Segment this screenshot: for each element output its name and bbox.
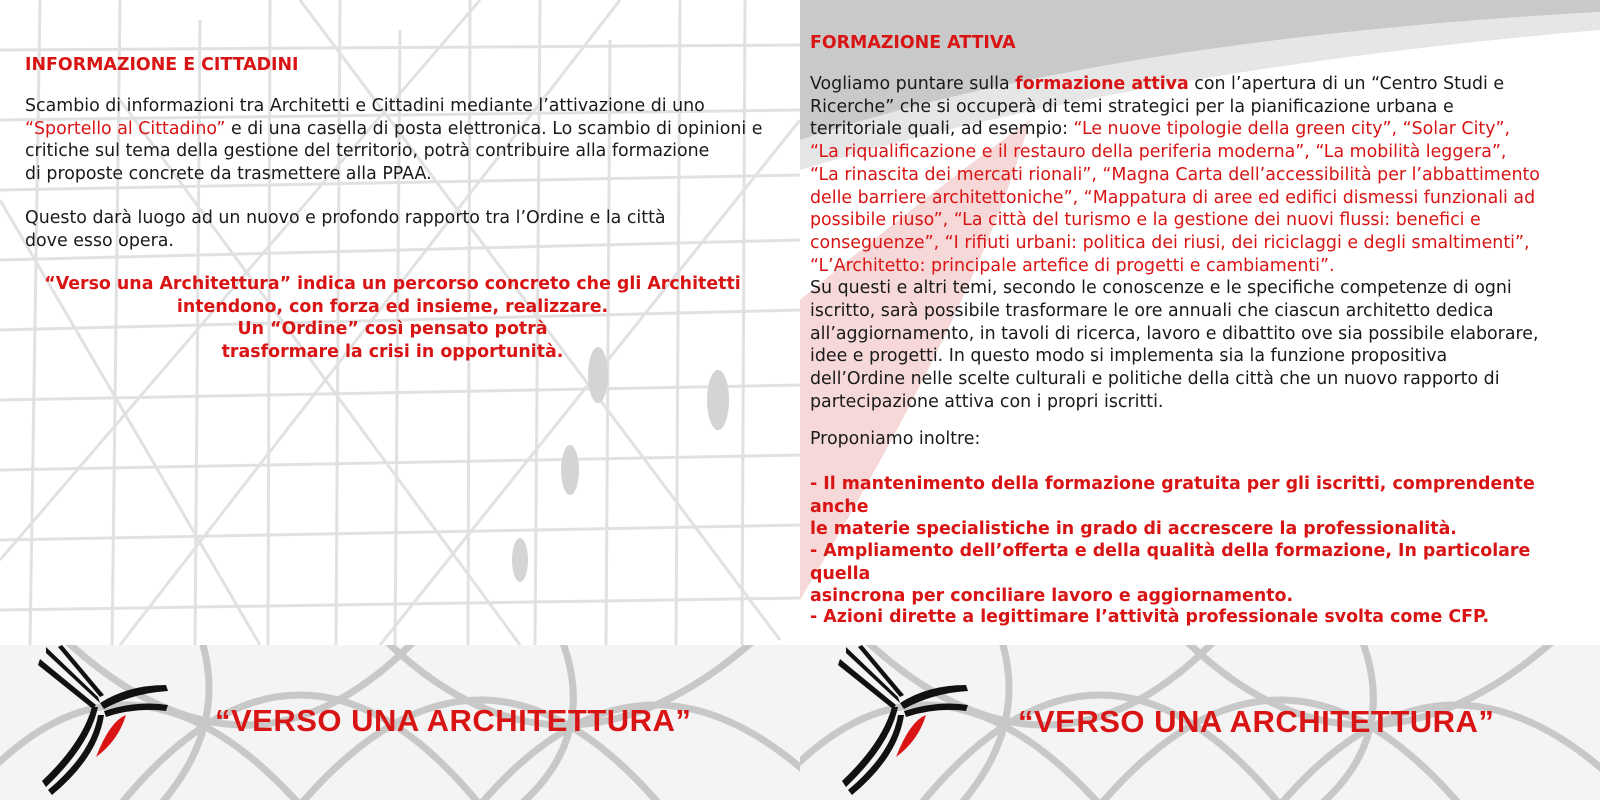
propose-label: Proponiamo inoltre: — [810, 429, 981, 449]
intro-line-3 — [810, 118, 1590, 141]
p1-line-1: Scambio di informazioni tra Architetti e Cittadini mediante l’attivazione di uno — [25, 96, 705, 116]
sportello-link: “Sportello al Cittadino” — [25, 118, 226, 139]
left-quote — [25, 273, 760, 364]
p1-line-4: di proposte concrete da trasmettere alla PPAA. — [25, 164, 432, 185]
tri-arm-logo-icon — [838, 645, 978, 800]
left-paragraph-2 — [25, 207, 785, 252]
intro-line-1 — [810, 73, 1590, 96]
body-line-4: idee e progetti. In questo modo si implementa sia la funzione propositiva — [810, 346, 1448, 367]
bullet-2 — [810, 540, 1595, 608]
p1-line-3: critiche sul tema della gestione del territorio, potrà contribuire alla formazione — [25, 141, 710, 162]
tri-arm-logo-icon — [38, 645, 178, 800]
topics-1: “Le nuove tipologie della green city”, “Solar City”, — [1073, 119, 1511, 140]
body-line-5: dell’Ordine nelle scelte culturali e politiche della città che un nuovo rapporto di — [810, 369, 1500, 390]
p1-line-2-rest: e di una casella di posta elettronica. Lo scambio di opinioni e — [225, 118, 763, 139]
bullet-2-line-1: - Ampliamento dell’offerta e della qualità della formazione, In particolare quella — [810, 541, 1531, 584]
body-line-3: all’aggiornamento, in tavoli di ricerca, lavoro e dibattito ove sia possibile elaborare, — [810, 323, 1539, 344]
quote-line-3: Un “Ordine” così pensato potrà — [237, 319, 548, 340]
intro-1a: Vogliamo puntare sulla — [810, 74, 1016, 94]
right-page — [800, 0, 1600, 800]
quote-line-1: “Verso una Architettura” indica un percorso concreto che gli Architetti — [44, 274, 741, 294]
topics-7: “L’Architetto: principale artefice di progetti e cambiamenti”. — [810, 255, 1335, 276]
topics-4: delle barriere architettoniche”, “Mappatura di aree ed edifici dismessi funzionali ad — [810, 187, 1536, 208]
intro-1c: con l’apertura di un “Centro Studi e — [1188, 74, 1505, 94]
bullet-3: - Azioni dirette a legittimare l’attività professionale svolta come CFP. — [810, 607, 1490, 627]
body-line-6: partecipazione attiva con i propri iscritti. — [810, 391, 1164, 412]
left-heading: INFORMAZIONE E CITTADINI — [25, 55, 299, 75]
footer-title: “VERSO UNA ARCHITETTURA” — [215, 703, 692, 738]
p2-line-2: dove esso opera. — [25, 230, 174, 251]
topics-5: possibile riuso”, “La città del turismo e la gestione dei nuovi flussi: benefici e — [810, 210, 1481, 231]
intro-3a: territoriale quali, ad esempio: — [810, 119, 1074, 140]
topics-3: “La rinascita dei mercati rionali”, “Magna Carta dell’accessibilità per l’abbattimento — [810, 164, 1540, 185]
topics-2: “La riqualificazione e il restauro della periferia moderna”, “La mobilità leggera”, — [810, 142, 1507, 163]
topics-6: conseguenze”, “I rifiuti urbani: politica dei riusi, dei riciclaggi e degli smaltimenti”, — [810, 232, 1530, 253]
right-footer — [800, 645, 1600, 800]
left-footer — [0, 645, 800, 800]
left-paragraph-1 — [25, 95, 795, 186]
quote-line-4: trasformare la crisi in opportunità. — [221, 342, 564, 363]
bullet-1-line-2: le materie specialistiche in grado di accrescere la professionalità. — [810, 519, 1457, 540]
body-line-1: Su questi e altri temi, secondo le conoscenze e le specifiche competenze di ogni — [810, 278, 1512, 299]
quote-line-2: intendono, con forza ed insieme, realizzare. — [176, 296, 609, 317]
intro-line-2: Ricerche” che si occuperà di temi strategici per la pianificazione urbana e — [810, 96, 1454, 117]
body-line-2: iscritto, sarà possibile trasformare le ore annuali che ciascun architetto dedica — [810, 301, 1494, 322]
bullet-1-line-1: - Il mantenimento della formazione gratuita per gli iscritti, comprendente anche — [810, 474, 1535, 517]
bullet-2-line-2: asincrona per conciliare lavoro e aggiornamento. — [810, 586, 1294, 607]
right-intro — [810, 73, 1590, 414]
formazione-attiva-emph: formazione attiva — [1015, 74, 1189, 94]
right-heading: FORMAZIONE ATTIVA — [810, 33, 1016, 53]
p1-line-2 — [25, 118, 795, 141]
p2-line-1: Questo darà luogo ad un nuovo e profondo rapporto tra l’Ordine e la città — [25, 208, 666, 228]
footer-title: “VERSO UNA ARCHITETTURA” — [1018, 704, 1495, 739]
bullet-1 — [810, 473, 1595, 541]
